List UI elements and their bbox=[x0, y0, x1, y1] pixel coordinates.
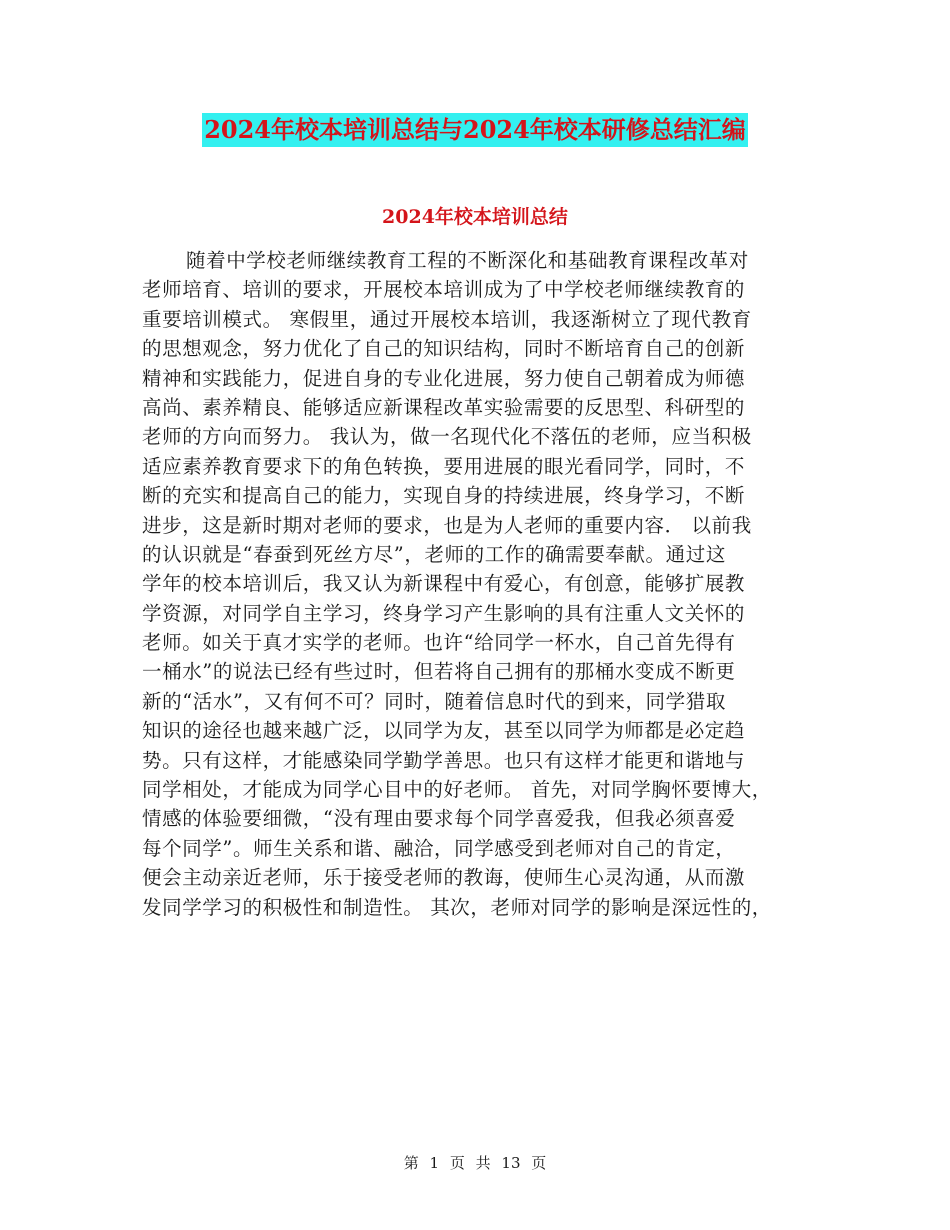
body-text-line: 便会主动亲近老师，乐于接受老师的教诲，使师生心灵沟通，从而激 bbox=[142, 866, 746, 890]
body-text-line: 同学相处，才能成为同学心目中的好老师。 首先，对同学胸怀要博大， bbox=[142, 778, 772, 802]
body-text-line: 老师的方向而努力。 我认为，做一名现代化不落伍的老师，应当积极 bbox=[142, 425, 752, 449]
main-title: 2024年校本培训总结与2024年校本研修总结汇编 bbox=[202, 113, 748, 147]
footer-page-number: 1 bbox=[429, 1154, 440, 1172]
body-text-line: 一桶水”的说法已经有些过时，但若将自己拥有的那桶水变成不断更 bbox=[142, 660, 736, 684]
body-paragraph bbox=[142, 221, 822, 922]
body-text-line: 精神和实践能力，促进自身的专业化进展，努力使自己朝着成为师德 bbox=[142, 366, 746, 390]
body-text-line: 适应素养教育要求下的角色转换，要用进展的眼光看同学，同时，不 bbox=[142, 454, 746, 478]
body-text-line: 发同学学习的积极性和制造性。 其次，老师对同学的影响是深远性的， bbox=[142, 895, 772, 919]
body-text-line: 重要培训模式。 寒假里，通过开展校本培训，我逐渐树立了现代教育 bbox=[142, 307, 752, 331]
body-text-line: 情感的体验要细微，“没有理由要求每个同学喜爱我，但我必须喜爱 bbox=[142, 807, 736, 831]
body-text-line: 的认识就是“春蚕到死丝方尽”，老师的工作的确需要奉献。通过这 bbox=[142, 542, 726, 566]
footer-page-mid: 页 bbox=[449, 1154, 465, 1172]
section-title: 2024年校本培训总结 bbox=[382, 206, 568, 228]
footer-page-suffix: 页 bbox=[531, 1154, 547, 1172]
footer-total-label: 共 bbox=[475, 1154, 491, 1172]
body-text-line: 随着中学校老师继续教育工程的不断深化和基础教育课程改革对 bbox=[186, 249, 749, 272]
body-text-line: 新的“活水”，又有何不可？同时，随着信息时代的到来，同学猎取 bbox=[142, 689, 726, 713]
body-text-line: 高尚、素养精良、能够适应新课程改革实验需要的反思型、科研型的 bbox=[142, 395, 746, 419]
body-text-line: 势。只有这样，才能感染同学勤学善思。也只有这样才能更和谐地与 bbox=[142, 748, 746, 772]
footer-page-prefix: 第 bbox=[403, 1154, 419, 1172]
body-text-line: 老师培育、培训的要求，开展校本培训成为了中学校老师继续教育的 bbox=[142, 278, 746, 302]
body-text-line: 知识的途径也越来越广泛，以同学为友，甚至以同学为师都是必定趋 bbox=[142, 719, 746, 743]
main-title-container bbox=[0, 113, 950, 147]
footer-total-pages: 13 bbox=[501, 1154, 521, 1172]
body-text-line: 学年的校本培训后，我又认为新课程中有爱心，有创意，能够扩展教 bbox=[142, 572, 746, 596]
body-text-line: 进步，这是新时期对老师的要求，也是为人老师的重要内容． 以前我 bbox=[142, 513, 752, 537]
body-text-line: 老师。如关于真才实学的老师。也许“给同学一杯水，自己首先得有 bbox=[142, 631, 736, 655]
body-text-line: 每个同学”。师生关系和谐、融洽，同学感受到老师对自己的肯定， bbox=[142, 836, 736, 860]
body-text-line: 断的充实和提高自己的能力，实现自身的持续进展，终身学习，不断 bbox=[142, 484, 746, 508]
body-text-line: 学资源，对同学自主学习，终身学习产生影响的具有注重人文关怀的 bbox=[142, 601, 746, 625]
page-footer bbox=[0, 1153, 950, 1173]
body-text-line: 的思想观念，努力优化了自己的知识结构，同时不断培育自己的创新 bbox=[142, 337, 746, 361]
